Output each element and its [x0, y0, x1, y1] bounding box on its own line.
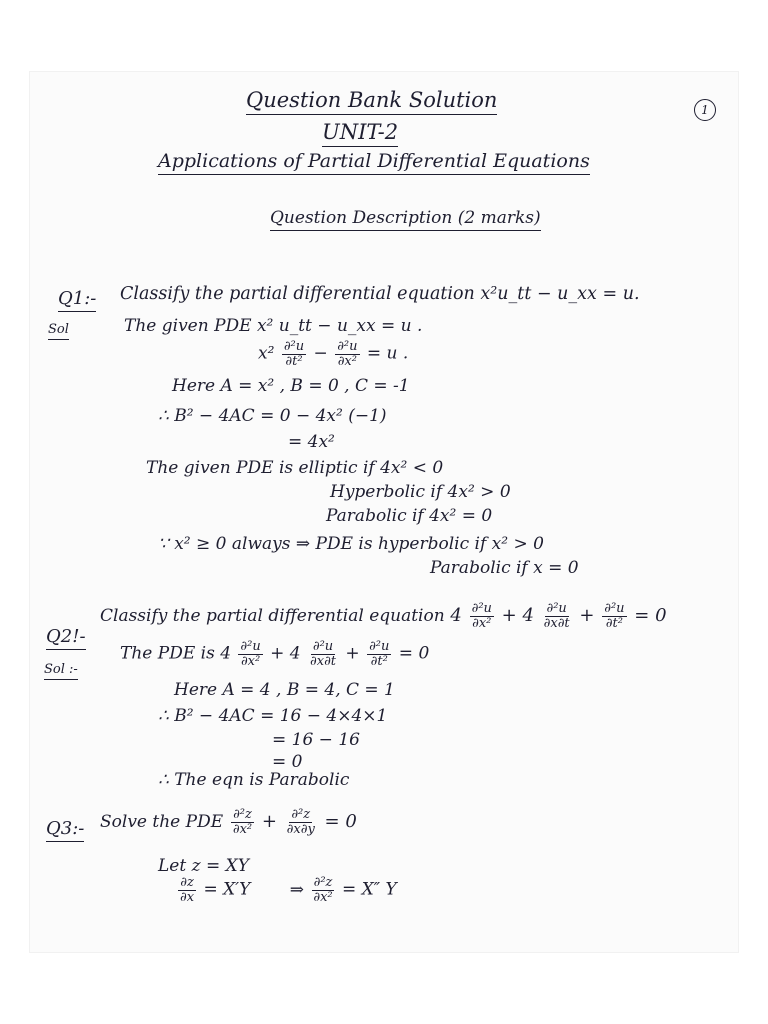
q1-line-9: ∵ x² ≥ 0 always ⇒ PDE is hyperbolic if x² > 0: [158, 534, 544, 554]
unit-heading: UNIT-2: [322, 120, 398, 147]
q2-line-2: Here A = 4 , B = 4, C = 1: [174, 680, 395, 700]
q1-line-2: x² $\frac{\text{∂²u}}{\text{∂t²}}$ − $\frac{\text{∂²u}}{\text{∂x²}}$ = u .: [258, 339, 409, 369]
q2-line-1: The PDE is 4 $\frac{\text{∂²u}}{\text{∂x²}}$ + 4 $\frac{\text{∂²u}}{\partial x\partial t}$ + $\frac{\text{∂²u}}{\text{∂t²}}$ = 0: [120, 639, 430, 669]
q1-question: Classify the partial differential equation x²u_tt − u_xx = u.: [120, 284, 640, 304]
q1-line-3: Here A = x² , B = 0 , C = -1: [172, 376, 410, 396]
q2-line-3: ∴ B² − 4AC = 16 − 4×4×1: [158, 706, 388, 726]
q2-line-6: ∴ The eqn is Parabolic: [158, 770, 350, 790]
q3-line-2: $\frac{\partial z}{\partial x}$ = X′Y ⇒ $\frac{\text{∂²z}}{\text{∂x²}}$ = X″ Y: [180, 875, 397, 905]
q1-line-8: Parabolic if 4x² = 0: [326, 506, 493, 526]
q3-label: Q3:-: [46, 818, 84, 842]
q1-sol-label: Sol: [48, 322, 69, 340]
subject-heading: Applications of Partial Differential Equations: [158, 150, 590, 175]
section-heading: Question Description (2 marks): [270, 208, 541, 231]
q2-line-4: = 16 − 16: [272, 730, 360, 750]
q1-frac-1: $\frac{\text{∂²u}}{\text{∂t²}}$: [283, 339, 305, 369]
q1-line-1: The given PDE x² u_tt − u_xx = u .: [124, 316, 423, 336]
q2-sol-label: Sol :-: [44, 662, 78, 680]
q2-line-5: = 0: [272, 752, 303, 772]
page-title: Question Bank Solution: [246, 88, 497, 115]
q1-line-6: The given PDE is elliptic if 4x² < 0: [146, 458, 444, 478]
q3-question: Solve the PDE $\frac{\text{∂²z}}{\text{∂x²}}$ + $\frac{\text{∂²z}}{\partial x\partial y}$ = 0: [100, 807, 357, 837]
q1-frac-2: $\frac{\text{∂²u}}{\text{∂x²}}$: [337, 339, 358, 369]
q2-question: Classify the partial differential equation 4 $\frac{\text{∂²u}}{\text{∂x²}}$ + 4 $\frac{\text{∂²u}}{\partial x\partial t}$ + $\frac{\text{∂²u}}{\text{∂t²}}$ = 0: [100, 601, 667, 631]
page-number-circle: 1: [694, 99, 716, 121]
q1-line-4: ∴ B² − 4AC = 0 − 4x² (−1): [158, 406, 387, 426]
q3-line-1: Let z = XY: [158, 856, 249, 876]
q1-label: Q1:-: [58, 288, 96, 312]
q2-label: Q2!-: [46, 626, 86, 650]
q1-line-5: = 4x²: [288, 432, 335, 452]
q1-line-7: Hyperbolic if 4x² > 0: [330, 482, 511, 502]
q1-line-10: Parabolic if x = 0: [430, 558, 579, 578]
